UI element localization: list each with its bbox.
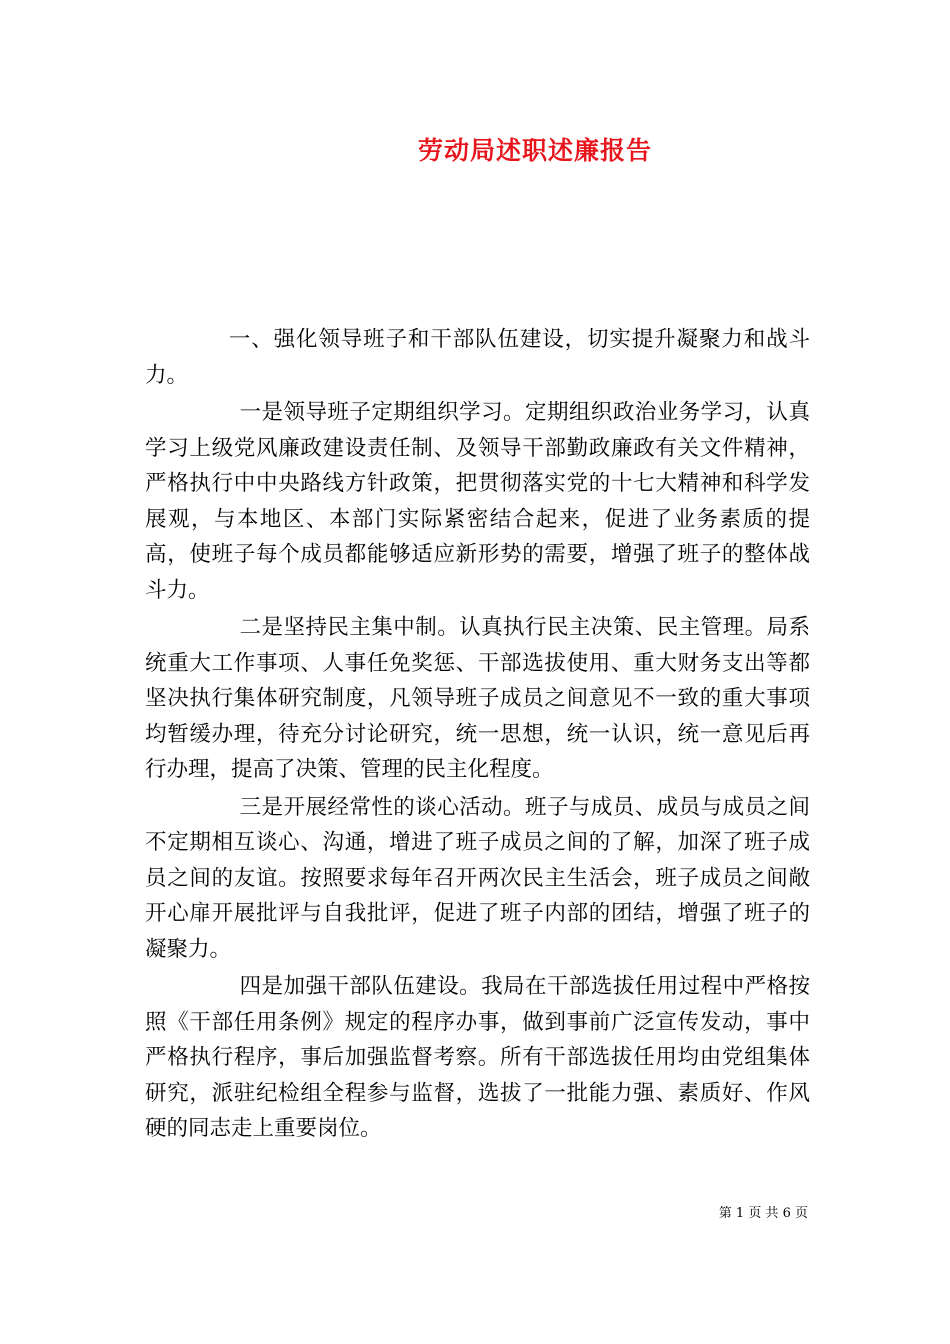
- section-heading: 一、强化领导班子和干部队伍建设，切实提升凝聚力和战斗力。: [145, 327, 810, 388]
- document-body: [145, 322, 810, 1149]
- page-number-footer: 第 1 页 共 6 页: [718, 1206, 808, 1221]
- paragraph-item-3: 三是开展经常性的谈心活动。班子与成员、成员与成员之间不定期相互谈心、沟通，增进了班子成员之间的了解，加深了班子成员之间的友谊。按照要求每年召开两次民主生活会，班子成员之间敞开心扉开展批评与自我批评，促进了班子内部的团结，增强了班子的凝聚力。: [145, 794, 810, 962]
- document-title: 劳动局述职述廉报告: [417, 136, 652, 165]
- paragraph-item-1: 一是领导班子定期组织学习。定期组织政治业务学习，认真学习上级党风廉政建设责任制、及领导干部勤政廉政有关文件精神，严格执行中中央路线方针政策，把贯彻落实党的十七大精神和科学发展观，与本地区、本部门实际紧密结合起来，促进了业务素质的提高，使班子每个成员都能够适应新形势的需要，增强了班子的整体战斗力。: [145, 400, 810, 603]
- paragraph-item-4: 四是加强干部队伍建设。我局在干部选拔任用过程中严格按照《干部任用条例》规定的程序办事，做到事前广泛宣传发动，事中严格执行程序，事后加强监督考察。所有干部选拔任用均由党组集体研究，派驻纪检组全程参与监督，选拔了一批能力强、素质好、作风硬的同志走上重要岗位。: [145, 974, 810, 1141]
- paragraph-item-2: 二是坚持民主集中制。认真执行民主决策、民主管理。局系统重大工作事项、人事任免奖惩、干部选拔使用、重大财务支出等都坚决执行集体研究制度，凡领导班子成员之间意见不一致的重大事项均暂缓办理，待充分讨论研究，统一思想，统一认识，统一意见后再行办理，提高了决策、管理的民主化程度。: [145, 615, 810, 782]
